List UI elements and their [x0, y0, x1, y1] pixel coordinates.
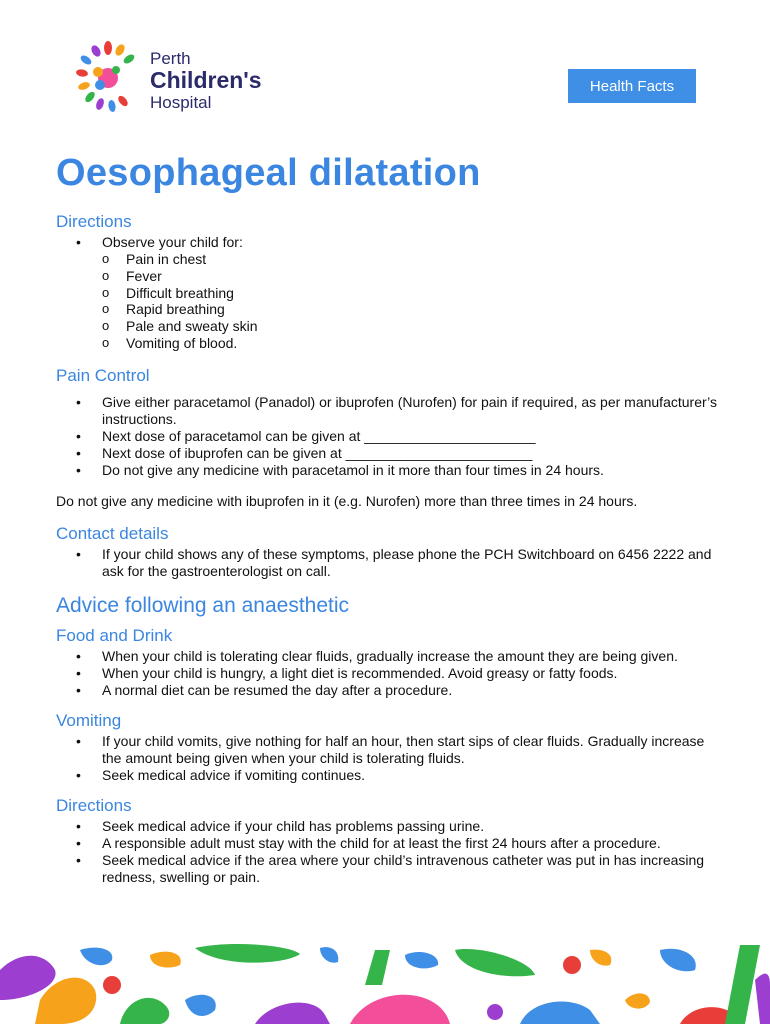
directions-list: [56, 234, 726, 352]
list-item: • When your child is tolerating clear fluids, gradually increase the amount they are being given.: [56, 648, 726, 665]
list-item: • Next dose of paracetamol can be given at ______________________: [56, 428, 726, 445]
ibuprofen-note: Do not give any medicine with ibuprofen in it (e.g. Nurofen) more than three times in 24 hours.: [56, 492, 638, 509]
health-facts-badge: Health Facts: [568, 69, 696, 103]
contact-list: [56, 546, 726, 580]
list-item: • Give either paracetamol (Panadol) or ibuprofen (Nurofen) for pain if required, as per manufacturer’s instructions.: [56, 394, 726, 428]
hospital-logo: [70, 40, 270, 116]
page-title: Oesophageal dilatation: [56, 152, 481, 194]
observe-text: Observe your child for:: [102, 234, 243, 250]
logo-line-hospital: Hospital: [150, 93, 212, 112]
footer-decoration: [0, 940, 770, 1024]
contact-heading: Contact details: [56, 523, 169, 543]
food-heading: Food and Drink: [56, 625, 173, 645]
list-item: • A normal diet can be resumed the day after a procedure.: [56, 682, 726, 699]
list-item: • Next dose of ibuprofen can be given at ________________________: [56, 445, 726, 462]
vomiting-list: [56, 733, 726, 784]
symptom-list: [102, 251, 726, 352]
directions-heading: Directions: [56, 212, 132, 231]
directions-heading-2: Directions: [56, 795, 132, 815]
list-item: [56, 234, 726, 352]
symptom-item: o Rapid breathing: [102, 301, 726, 318]
pain-control-heading: Pain Control: [56, 365, 150, 385]
list-item: • If your child shows any of these symptoms, please phone the PCH Switchboard on 6456 2222 and ask for the gastroenterologist on call.: [56, 546, 726, 580]
logo-mark-icon: [70, 40, 146, 116]
food-list: [56, 648, 726, 699]
list-item: • If your child vomits, give nothing for half an hour, then start sips of clear fluids. Gradually increase the amount being given when your child is tolerating fluids.: [56, 733, 726, 767]
symptom-item: o Pain in chest: [102, 251, 726, 268]
document-body: [56, 212, 726, 886]
logo-line-childrens: Children's: [150, 67, 262, 93]
symptom-item: o Difficult breathing: [102, 285, 726, 302]
list-item: • Seek medical advice if the area where your child’s intravenous catheter was put in has increasing redness, swelling or pain.: [56, 852, 726, 886]
logo-wordmark: [150, 50, 262, 111]
pain-control-list: [56, 394, 726, 479]
anaesthetic-heading: Advice following an anaesthetic: [56, 593, 350, 617]
directions-list-2: [56, 818, 726, 886]
logo-line-perth: Perth: [150, 49, 191, 68]
list-item: • When your child is hungry, a light diet is recommended. Avoid greasy or fatty foods.: [56, 665, 726, 682]
page-header: [0, 0, 770, 140]
list-item: • A responsible adult must stay with the child for at least the first 24 hours after a procedure.: [56, 835, 726, 852]
symptom-item: o Vomiting of blood.: [102, 335, 726, 352]
list-item: • Seek medical advice if vomiting continues.: [56, 767, 726, 784]
symptom-item: o Pale and sweaty skin: [102, 318, 726, 335]
symptom-item: o Fever: [102, 268, 726, 285]
list-item: • Do not give any medicine with paracetamol in it more than four times in 24 hours.: [56, 462, 726, 479]
vomiting-heading: Vomiting: [56, 710, 122, 730]
list-item: • Seek medical advice if your child has problems passing urine.: [56, 818, 726, 835]
